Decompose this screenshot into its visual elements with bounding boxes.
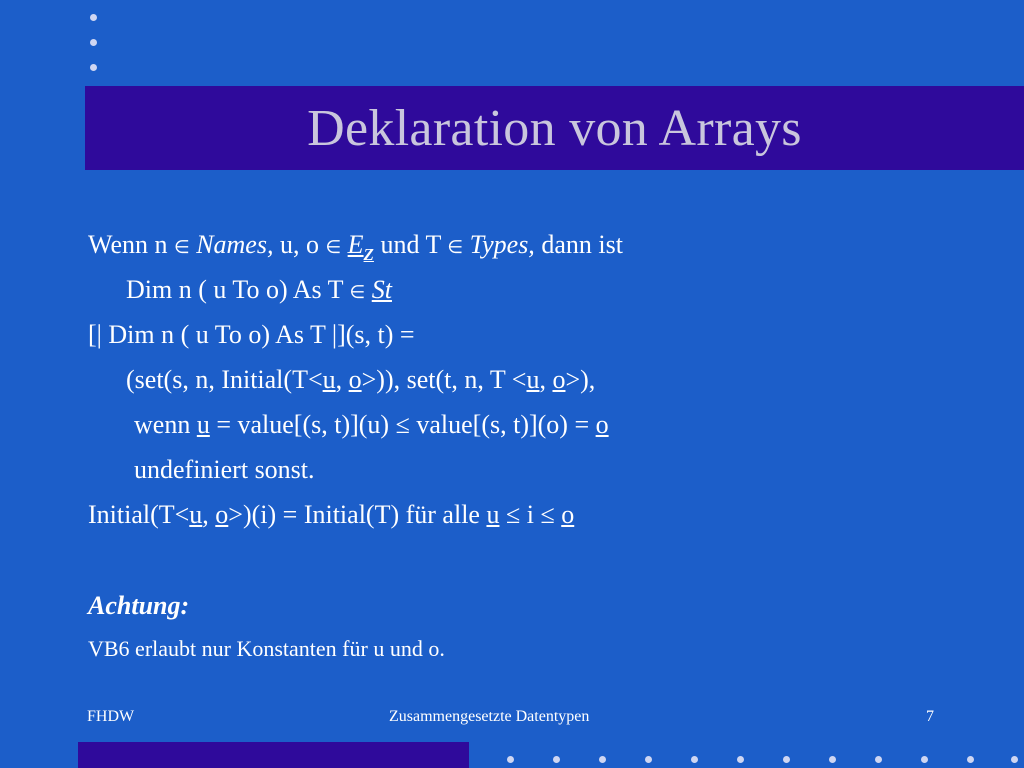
- lower-bound: u: [322, 365, 336, 394]
- lower-bound: u: [189, 500, 203, 529]
- definition-line-2: [126, 275, 392, 308]
- text-segment: >)(i) = Initial(T) für alle: [228, 500, 487, 529]
- decorative-dot: [737, 756, 744, 763]
- footer-center: Zusammengesetzte Datentypen: [389, 708, 590, 725]
- vertical-dots-decoration: [88, 10, 102, 76]
- page-number: 7: [926, 708, 934, 725]
- statement-set: St: [371, 275, 392, 304]
- decorative-dot: [783, 756, 790, 763]
- lower-bound: u: [526, 365, 540, 394]
- decorative-dot: [921, 756, 928, 763]
- text-segment: Initial(T<: [88, 500, 190, 529]
- text-segment: ,: [335, 365, 349, 394]
- text-segment: und T: [373, 230, 448, 259]
- text-segment: dann ist: [534, 230, 623, 259]
- decorative-dot: [645, 756, 652, 763]
- decorative-dot: [507, 756, 514, 763]
- otherwise-line: undefiniert sonst.: [134, 455, 315, 484]
- upper-bound: o: [348, 365, 362, 394]
- decorative-dot: [599, 756, 606, 763]
- set-expression-line: [126, 365, 595, 395]
- upper-bound: o: [595, 410, 609, 439]
- text-segment: >)), set(t, n, T <: [361, 365, 527, 394]
- text-segment: (set(s, n, Initial(T<: [126, 365, 323, 394]
- decorative-dot: [90, 64, 97, 71]
- achtung-heading: Achtung:: [88, 591, 190, 620]
- condition-line: [134, 410, 609, 440]
- slide-title: Deklaration von Arrays: [307, 99, 802, 157]
- lower-bound: u: [196, 410, 210, 439]
- lower-bound: u: [486, 500, 500, 529]
- decorative-dot: [90, 39, 97, 46]
- text-segment: ≤ i ≤: [499, 500, 562, 529]
- upper-bound: o: [215, 500, 229, 529]
- footer-left: FHDW: [87, 708, 135, 725]
- vb6-note: VB6 erlaubt nur Konstanten für u und o.: [88, 636, 445, 661]
- text-segment: ,: [202, 500, 216, 529]
- text-segment: Dim n ( u To o) As T: [126, 275, 350, 304]
- names-set: Names,: [196, 230, 274, 259]
- upper-bound: o: [561, 500, 575, 529]
- semantics-line: [| Dim n ( u To o) As T |](s, t) =: [88, 320, 415, 349]
- decorative-dot: [1011, 756, 1018, 763]
- decorative-dot: [90, 14, 97, 21]
- decorative-dot: [553, 756, 560, 763]
- expression-set: E: [347, 230, 364, 259]
- decorative-dot: [691, 756, 698, 763]
- element-of-symbol: ∈: [349, 282, 366, 303]
- text-segment: ,: [539, 365, 553, 394]
- text-segment: = value[(s, t)](u) ≤ value[(s, t)](o) =: [209, 410, 596, 439]
- initial-definition-line: [88, 500, 574, 530]
- text-segment: >),: [565, 365, 596, 394]
- expression-set-subscript: Z: [363, 245, 374, 264]
- text-segment: u, o: [273, 230, 326, 259]
- title-bar: [85, 86, 1024, 170]
- element-of-symbol: ∈: [325, 237, 342, 258]
- text-segment: Wenn n: [88, 230, 174, 259]
- element-of-symbol: ∈: [447, 237, 464, 258]
- decorative-dot: [967, 756, 974, 763]
- bottom-bar: [78, 742, 469, 768]
- text-segment: wenn: [134, 410, 197, 439]
- horizontal-dots-decoration: [505, 756, 1020, 766]
- definition-line-1: [88, 230, 623, 270]
- decorative-dot: [875, 756, 882, 763]
- types-set: Types,: [469, 230, 535, 259]
- upper-bound: o: [552, 365, 566, 394]
- element-of-symbol: ∈: [174, 237, 190, 258]
- decorative-dot: [829, 756, 836, 763]
